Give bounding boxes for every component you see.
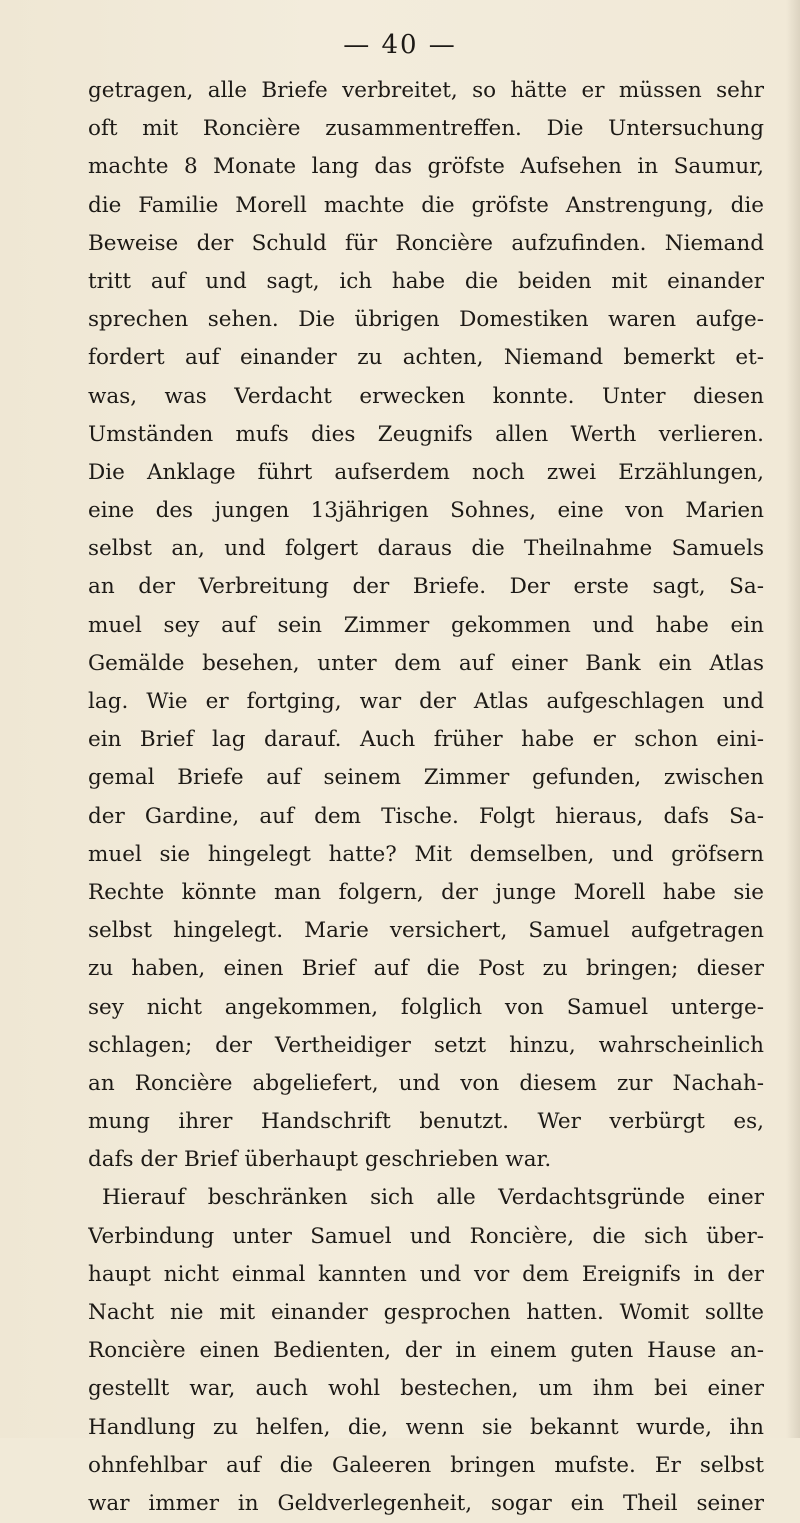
text-line-paragraph-start: Hierauf beschränken sich alle Verdachtsgründe einer [102,1185,764,1211]
text-line: Beweise der Schuld für Roncière aufzufinden. Niemand [88,230,764,256]
text-line: Die Anklage führt aufserdem noch zwei Erzählungen, [88,459,764,485]
text-line: haupt nicht einmal kannten und vor dem Ereignifs in der [88,1261,764,1287]
page-edge-shadow [786,0,800,1438]
text-line: Handlung zu helfen, die, wenn sie bekannt wurde, ihn [88,1414,764,1440]
text-line: Umständen mufs dies Zeugnifs allen Werth verlieren. [88,421,764,447]
text-line: mung ihrer Handschrift benutzt. Wer verbürgt es, [88,1109,764,1135]
text-line: ein Brief lag darauf. Auch früher habe er schon eini- [88,727,764,753]
text-line: der Gardine, auf dem Tische. Folgt hieraus, dafs Sa- [88,803,764,829]
text-line: an Roncière abgeliefert, und von diesem zur Nachah- [88,1070,764,1096]
text-line: machte 8 Monate lang das gröfste Aufsehen in Saumur, [88,154,764,180]
text-line: eine des jungen 13jährigen Sohnes, eine von Marien [88,498,764,524]
text-line: lag. Wie er fortging, war der Atlas aufgeschlagen und [88,689,764,714]
text-line: Verbindung unter Samuel und Roncière, die sich über- [88,1223,764,1249]
text-line: fordert auf einander zu achten, Niemand bemerkt et- [88,345,764,371]
text-line: oft mit Roncière zusammentreffen. Die Untersuchung [88,116,764,142]
text-line: gemal Briefe auf seinem Zimmer gefunden, zwischen [88,765,764,791]
text-line: muel sie hingelegt hatte? Mit demselben, und gröfsern [88,841,764,867]
text-line: Rechte könnte man folgern, der junge Morell habe sie [88,879,764,905]
text-line: an der Verbreitung der Briefe. Der erste sagt, Sa- [88,574,764,600]
text-line: was, was Verdacht erwecken konnte. Unter diesen [88,383,764,409]
text-line: schlagen; der Vertheidiger setzt hinzu, wahrscheinlich [88,1032,764,1058]
text-line: gestellt war, auch wohl bestechen, um ihm bei einer [88,1376,764,1402]
page-number: — 40 — [343,30,457,60]
text-line: zu haben, einen Brief auf die Post zu bringen; dieser [88,956,764,982]
text-line: ohnfehlbar auf die Galeeren bringen mufste. Er selbst [88,1452,764,1478]
text-line: getragen, alle Briefe verbreitet, so hätte er müssen sehr [88,78,764,103]
text-line: Roncière einen Bedienten, der in einem guten Hause an- [88,1338,764,1364]
text-line: selbst an, und folgert daraus die Theilnahme Samuels [88,536,764,562]
text-line: sprechen sehen. Die übrigen Domestiken waren aufge- [88,307,764,333]
text-line: sey nicht angekommen, folglich von Samuel unterge- [88,994,764,1020]
text-line: war immer in Geldverlegenheit, sogar ein Theil seiner [88,1490,764,1516]
body-text [88,72,764,1523]
text-line: selbst hingelegt. Marie versichert, Samuel aufgetragen [88,918,764,944]
text-line-paragraph-end: dafs der Brief überhaupt geschrieben war. [88,1147,552,1173]
text-line: muel sey auf sein Zimmer gekommen und habe ein [88,612,764,638]
text-line: Nacht nie mit einander gesprochen hatten. Womit sollte [88,1300,764,1325]
text-line: Gemälde besehen, unter dem auf einer Bank ein Atlas [88,650,764,676]
text-line: die Familie Morell machte die gröfste Anstrengung, die [88,192,764,218]
text-line: tritt auf und sagt, ich habe die beiden mit einander [88,268,764,294]
